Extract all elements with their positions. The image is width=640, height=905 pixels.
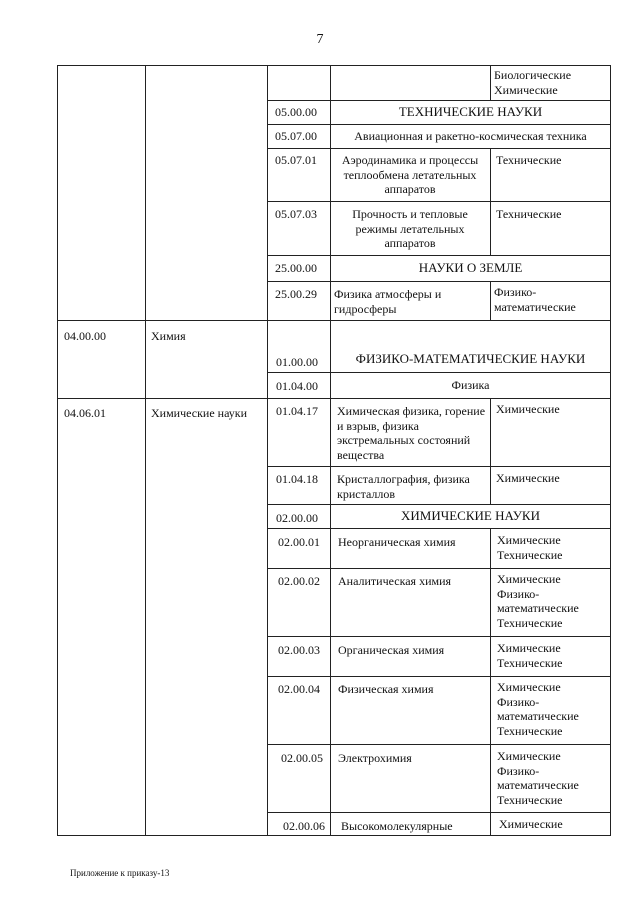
branch-cell: Химические Физико- математические Технические [497,749,579,807]
spec-code: 01.00.00 [276,355,318,369]
spec-name: Физика атмосферы и гидросферы [334,287,442,316]
branch-cell: Химические [496,402,560,416]
page-number: 7 [316,32,324,47]
spec-name: Химическая физика, горение и взрыв, физика экстремальных состояний вещества [337,404,486,462]
spec-name: Электрохимия [338,751,412,765]
spec-name: Аэродинамика и процессы теплообмена летательных аппаратов [341,153,479,196]
spec-name: Кристаллография, физика кристаллов [337,472,470,501]
spec-code: 05.07.03 [275,207,317,221]
direction-code: 04.00.00 [64,329,106,343]
spec-code: 25.00.29 [275,287,317,301]
branch-cell: Химические Технические [497,641,563,670]
spec-name: Физическая химия [338,682,434,696]
spec-name: Высокомолекулярные [341,819,453,833]
spec-name: Прочность и тепловые режимы летательных аппаратов [352,207,468,250]
spec-code: 05.07.00 [275,129,317,143]
branch-cell: Физико- математические [494,285,576,314]
spec-code: 05.07.01 [275,153,317,167]
direction-code: 04.06.01 [64,406,106,420]
spec-code: 02.00.01 [278,535,320,549]
spec-code: 25.00.00 [275,261,317,275]
spec-code: 02.00.03 [278,643,320,657]
spec-code: 01.04.17 [276,404,318,418]
branch-cell: Технические [496,153,562,167]
spec-code: 01.04.18 [276,472,318,486]
branch-cell: Химические [499,817,563,831]
spec-code: 02.00.06 [283,819,325,833]
direction-name: Химия [151,329,186,343]
branch-cell: Биологические Химические [494,68,572,97]
branch-cell: Химические Технические [497,533,563,562]
branch-cell: Химические Физико- математические Технические [497,572,579,630]
section-heading: ТЕХНИЧЕСКИЕ НАУКИ [398,104,543,119]
spec-name: Авиационная и ракетно-космическая техника [354,129,587,143]
spec-name: Неорганическая химия [338,535,456,549]
spec-name: Физика [451,378,490,392]
branch-cell: Технические [496,207,562,221]
footer-note: Приложение к приказу-13 [70,868,170,878]
direction-name: Химические науки [151,406,248,420]
spec-code: 01.04.00 [276,379,318,393]
spec-code: 02.00.00 [276,511,318,525]
spec-name: Органическая химия [338,643,445,657]
spec-name: Аналитическая химия [338,574,452,588]
spec-code: 02.00.04 [278,682,320,696]
spec-code: 02.00.02 [278,574,320,588]
section-heading: НАУКИ О ЗЕМЛЕ [418,260,523,275]
branch-cell: Химические Физико- математические Технические [497,680,579,738]
spec-code: 02.00.05 [281,751,323,765]
spec-code: 05.00.00 [275,105,317,119]
section-heading: ФИЗИКО-МАТЕМАТИЧЕСКИЕ НАУКИ [355,351,586,366]
section-heading: ХИМИЧЕСКИЕ НАУКИ [401,508,540,523]
branch-cell: Химические [496,471,560,485]
